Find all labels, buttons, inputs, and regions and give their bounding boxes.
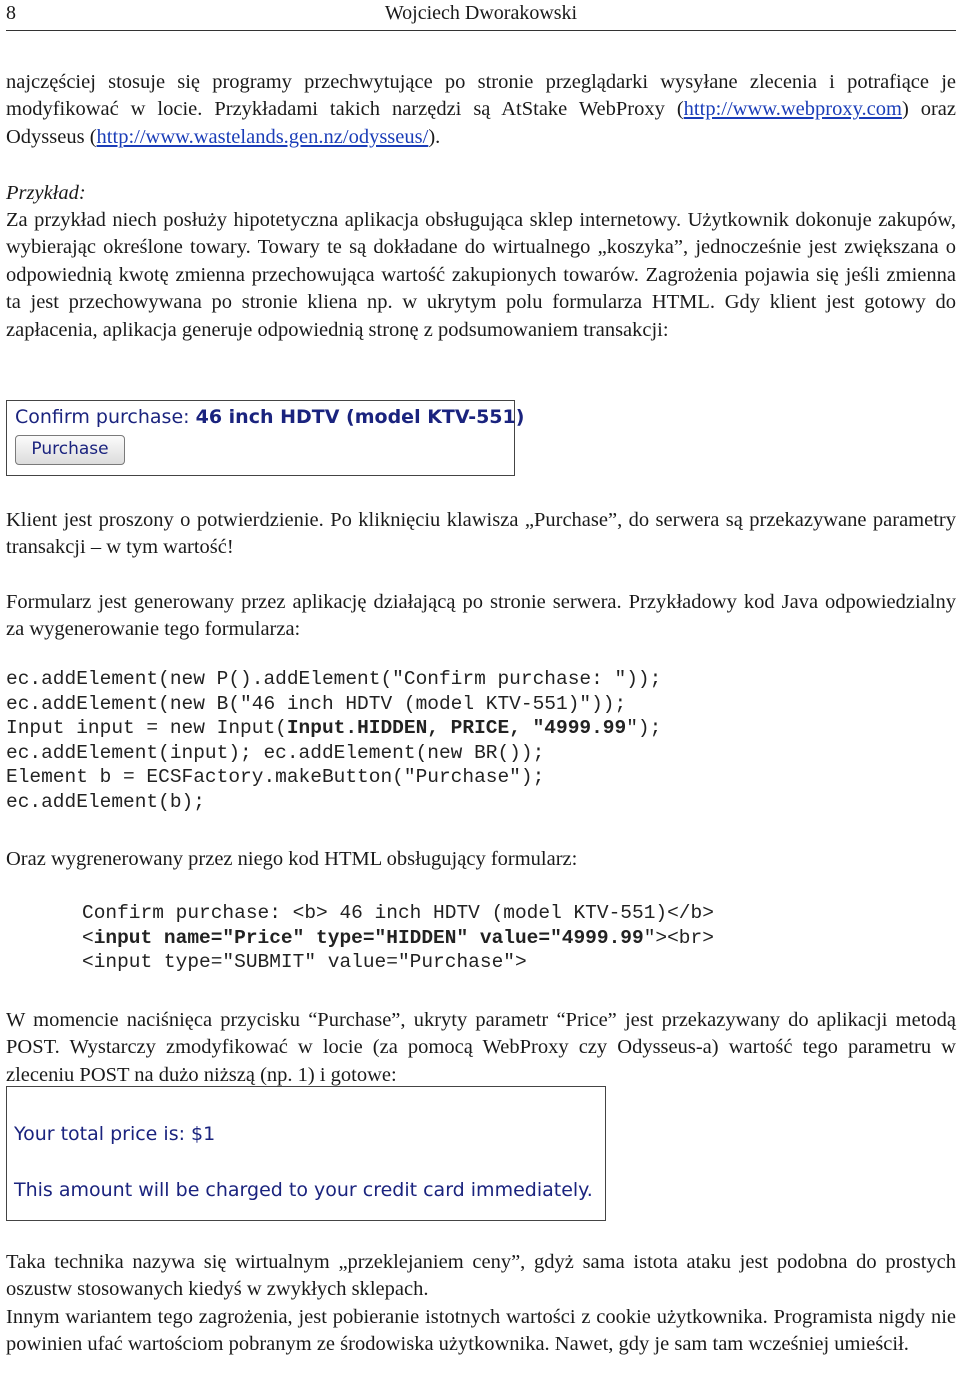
- code-fragment-bold: Input.HIDDEN, PRICE, "4999.99: [286, 717, 627, 740]
- total-price-screenshot: [6, 1086, 606, 1221]
- purchase-button[interactable]: Purchase: [15, 435, 125, 465]
- code-line: ec.addElement(new P().addElement("Confirm purchase: "));: [6, 668, 662, 690]
- code-line: [82, 926, 714, 951]
- code-fragment-bold: input name="Price" type="HIDDEN" value="4999.99: [93, 926, 644, 949]
- example-label: Przykład:: [6, 182, 86, 204]
- paragraph-price-pasting: Taka technika nazywa się wirtualnym „przeklejaniem ceny”, gdyż sama istota ataku jest podobna do prostych oszustw stosowanych kiedyś w zwykłych sklepach.: [6, 1251, 956, 1301]
- code-line: Element b = ECSFactory.makeButton("Purchase");: [6, 766, 545, 789]
- webproxy-link[interactable]: http://www.webproxy.com: [683, 98, 902, 121]
- paragraph-text: ).: [428, 125, 441, 148]
- code-line: ec.addElement(b);: [6, 790, 205, 813]
- code-line: ec.addElement(new B("46 inch HDTV (model KTV-551)"));: [6, 692, 627, 715]
- confirm-purchase-line: [15, 406, 524, 428]
- paragraph-tools: [6, 69, 956, 151]
- page-number: 8: [6, 2, 16, 24]
- code-line: ec.addElement(input); ec.addElement(new BR());: [6, 741, 545, 764]
- code-line: <input type="SUBMIT" value="Purchase">: [82, 951, 527, 974]
- code-line: Confirm purchase: <b> 46 inch HDTV (model KTV-551)</b>: [82, 902, 714, 924]
- code-line: [6, 716, 661, 741]
- product-name: 46 inch HDTV (model KTV-551): [195, 406, 525, 428]
- java-code-block: [6, 667, 661, 815]
- paragraph-confirmation: Klient jest proszony o potwierdzienie. Po kliknięciu klawisza „Purchase”, do serwera są przekazywane parametry transakcji – w tym wartość!: [6, 509, 956, 559]
- paragraph-text: najczęściej stosuje się programy przechwytujące po stronie przeglądarki wysyłane zlecenia i potrafiące je modyfikować w locie. Przykładami takich narzędzi są AtStake WebProxy (: [6, 71, 956, 121]
- charge-notice-line: This amount will be charged to your credit card immediately.: [14, 1179, 593, 1201]
- code-fragment: <: [82, 926, 94, 949]
- confirm-purchase-screenshot: [6, 400, 525, 476]
- paragraph-html-intro: Oraz wygrenerowany przez niego kod HTML obsługujący formularz:: [6, 848, 578, 870]
- total-price-line: Your total price is: $1: [14, 1123, 216, 1145]
- paragraph-example: Za przykład niech posłuży hipotetyczna aplikacja obsługująca sklep internetowy. Użytkownik dokonuje zakupów, wybierając określone towary. Towary te są dokładane do wirtualnego „koszyka”, jednocześnie jest zwiększana o odpowiednią kwotę zmienna przechowująca wartość zakupionych towarów. Zagrożenia pojawia się jeśli zmienna ta jest przechowywana po stronie kliena np. w ukrytym polu formularza HTML. Gdy klient jest gotowy do zapłacenia, aplikacja generuje odpowiednią stronę z podsumowaniem transakcji:: [6, 209, 956, 341]
- code-fragment: ");: [626, 717, 662, 740]
- paragraph-form-generation: Formularz jest generowany przez aplikację działającą po stronie serwera. Przykładowy kod Java odpowiedzialny za wygenerowanie tego formularza:: [6, 591, 956, 641]
- confirm-label: Confirm purchase:: [15, 406, 196, 428]
- paragraph-attack: W momencie naciśnięca przycisku “Purchase”, ukryty parametr “Price” jest przekazywany do aplikacji metodą POST. Wystarczy zmodyfikować w locie (za pomocą WebProxy czy Odysseus-a) wartość tego parametru w zleceniu POST na dużo niższą (np. 1) i gotowe:: [6, 1009, 956, 1086]
- code-fragment: "><br>: [643, 926, 714, 949]
- html-code-block: [82, 901, 714, 975]
- paragraph-text: ) oraz Odysseus (: [6, 98, 956, 148]
- paragraph-cookie: Innym wariantem tego zagrożenia, jest pobieranie istotnych wartości z cookie użytkownika. Programista nigdy nie powinien ufać wartościom pobranym ze środowiska użytkownika. Nawet, gdy je sam tam wcześniej umieścił.: [6, 1306, 956, 1356]
- running-author: Wojciech Dworakowski: [384, 2, 578, 24]
- page-header: [6, 0, 956, 31]
- odysseus-link[interactable]: http://www.wastelands.gen.nz/odysseus/: [96, 125, 429, 148]
- code-fragment: Input input = new Input(: [6, 717, 287, 740]
